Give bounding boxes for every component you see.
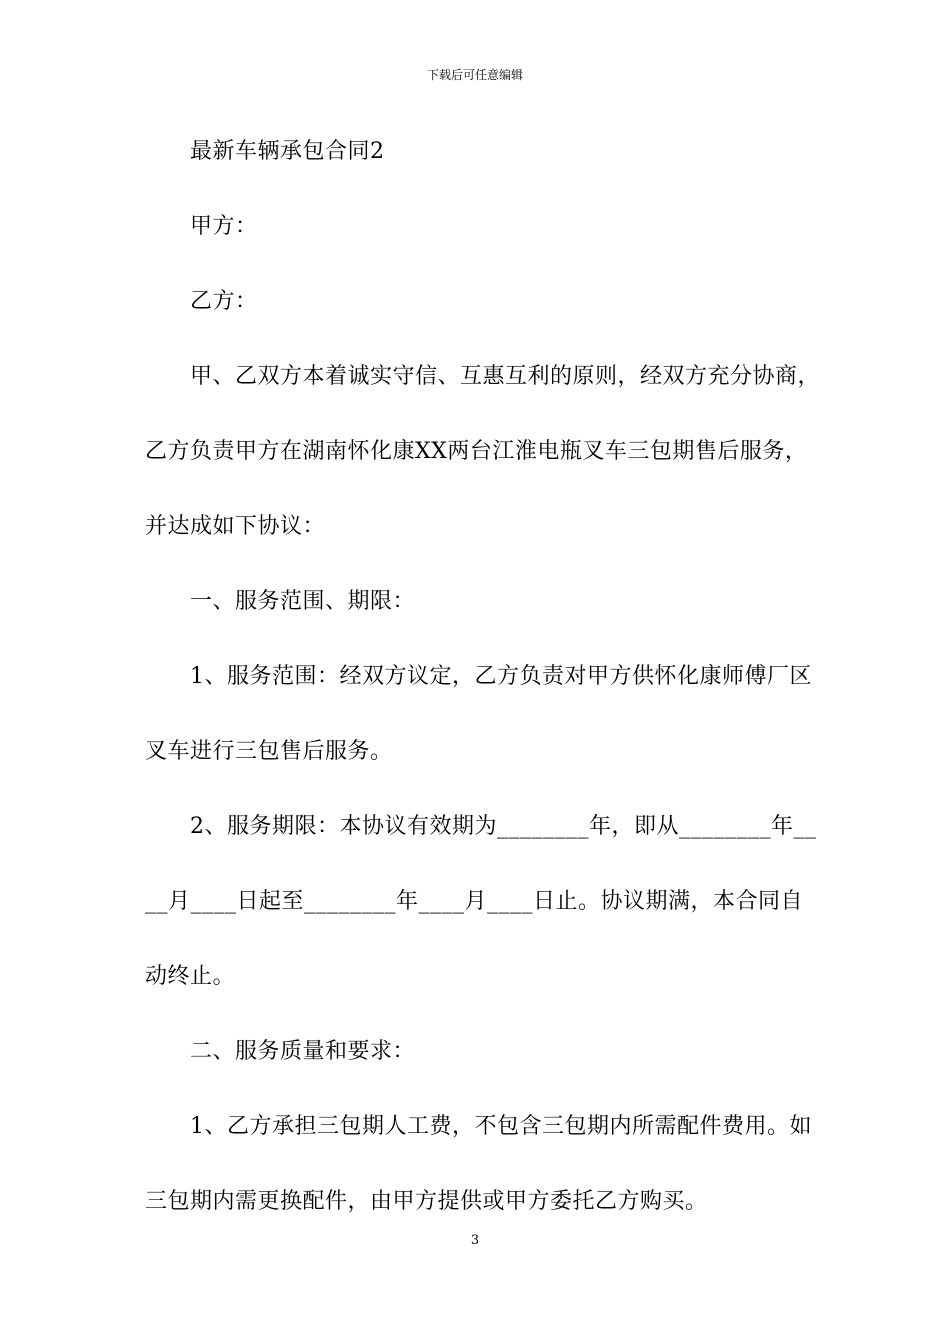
section1-heading: 一、服务范围、期限： (190, 589, 416, 614)
section1-item1-line1: 1、服务范围：经双方议定，乙方负责对甲方供怀化康师傅厂区 (190, 664, 812, 689)
section2-item1-line2: 三包期内需更换配件，由甲方提供或甲方委托乙方购买。 (145, 1189, 708, 1214)
intro-line-1: 甲、乙双方本着诚实守信、互惠互利的原则，经双方充分协商， (190, 364, 821, 389)
document-title: 最新车辆承包合同2 (190, 139, 385, 164)
intro-line-2: 乙方负责甲方在湖南怀化康XX两台江淮电瓶叉车三包期售后服务， (145, 439, 808, 464)
page-number: 3 (470, 1233, 480, 1248)
section1-item1-line2: 叉车进行三包售后服务。 (145, 739, 393, 764)
section1-item2-line3: 动终止。 (145, 964, 236, 989)
section1-item2-line1: 2、服务期限：本协议有效期为________年，即从________年__ (190, 814, 817, 839)
intro-line-3: 并达成如下协议： (145, 514, 326, 539)
party-a-label: 甲方： (190, 214, 258, 239)
party-b-label: 乙方： (190, 289, 258, 314)
page-header: 下载后可任意编辑 (426, 68, 523, 82)
section2-heading: 二、服务质量和要求： (190, 1039, 416, 1064)
section2-item1-line1: 1、乙方承担三包期人工费，不包含三包期内所需配件费用。如 (190, 1114, 812, 1139)
section1-item2-line2: __月____日起至________年____月____日止。协议期满，本合同自 (145, 889, 804, 914)
